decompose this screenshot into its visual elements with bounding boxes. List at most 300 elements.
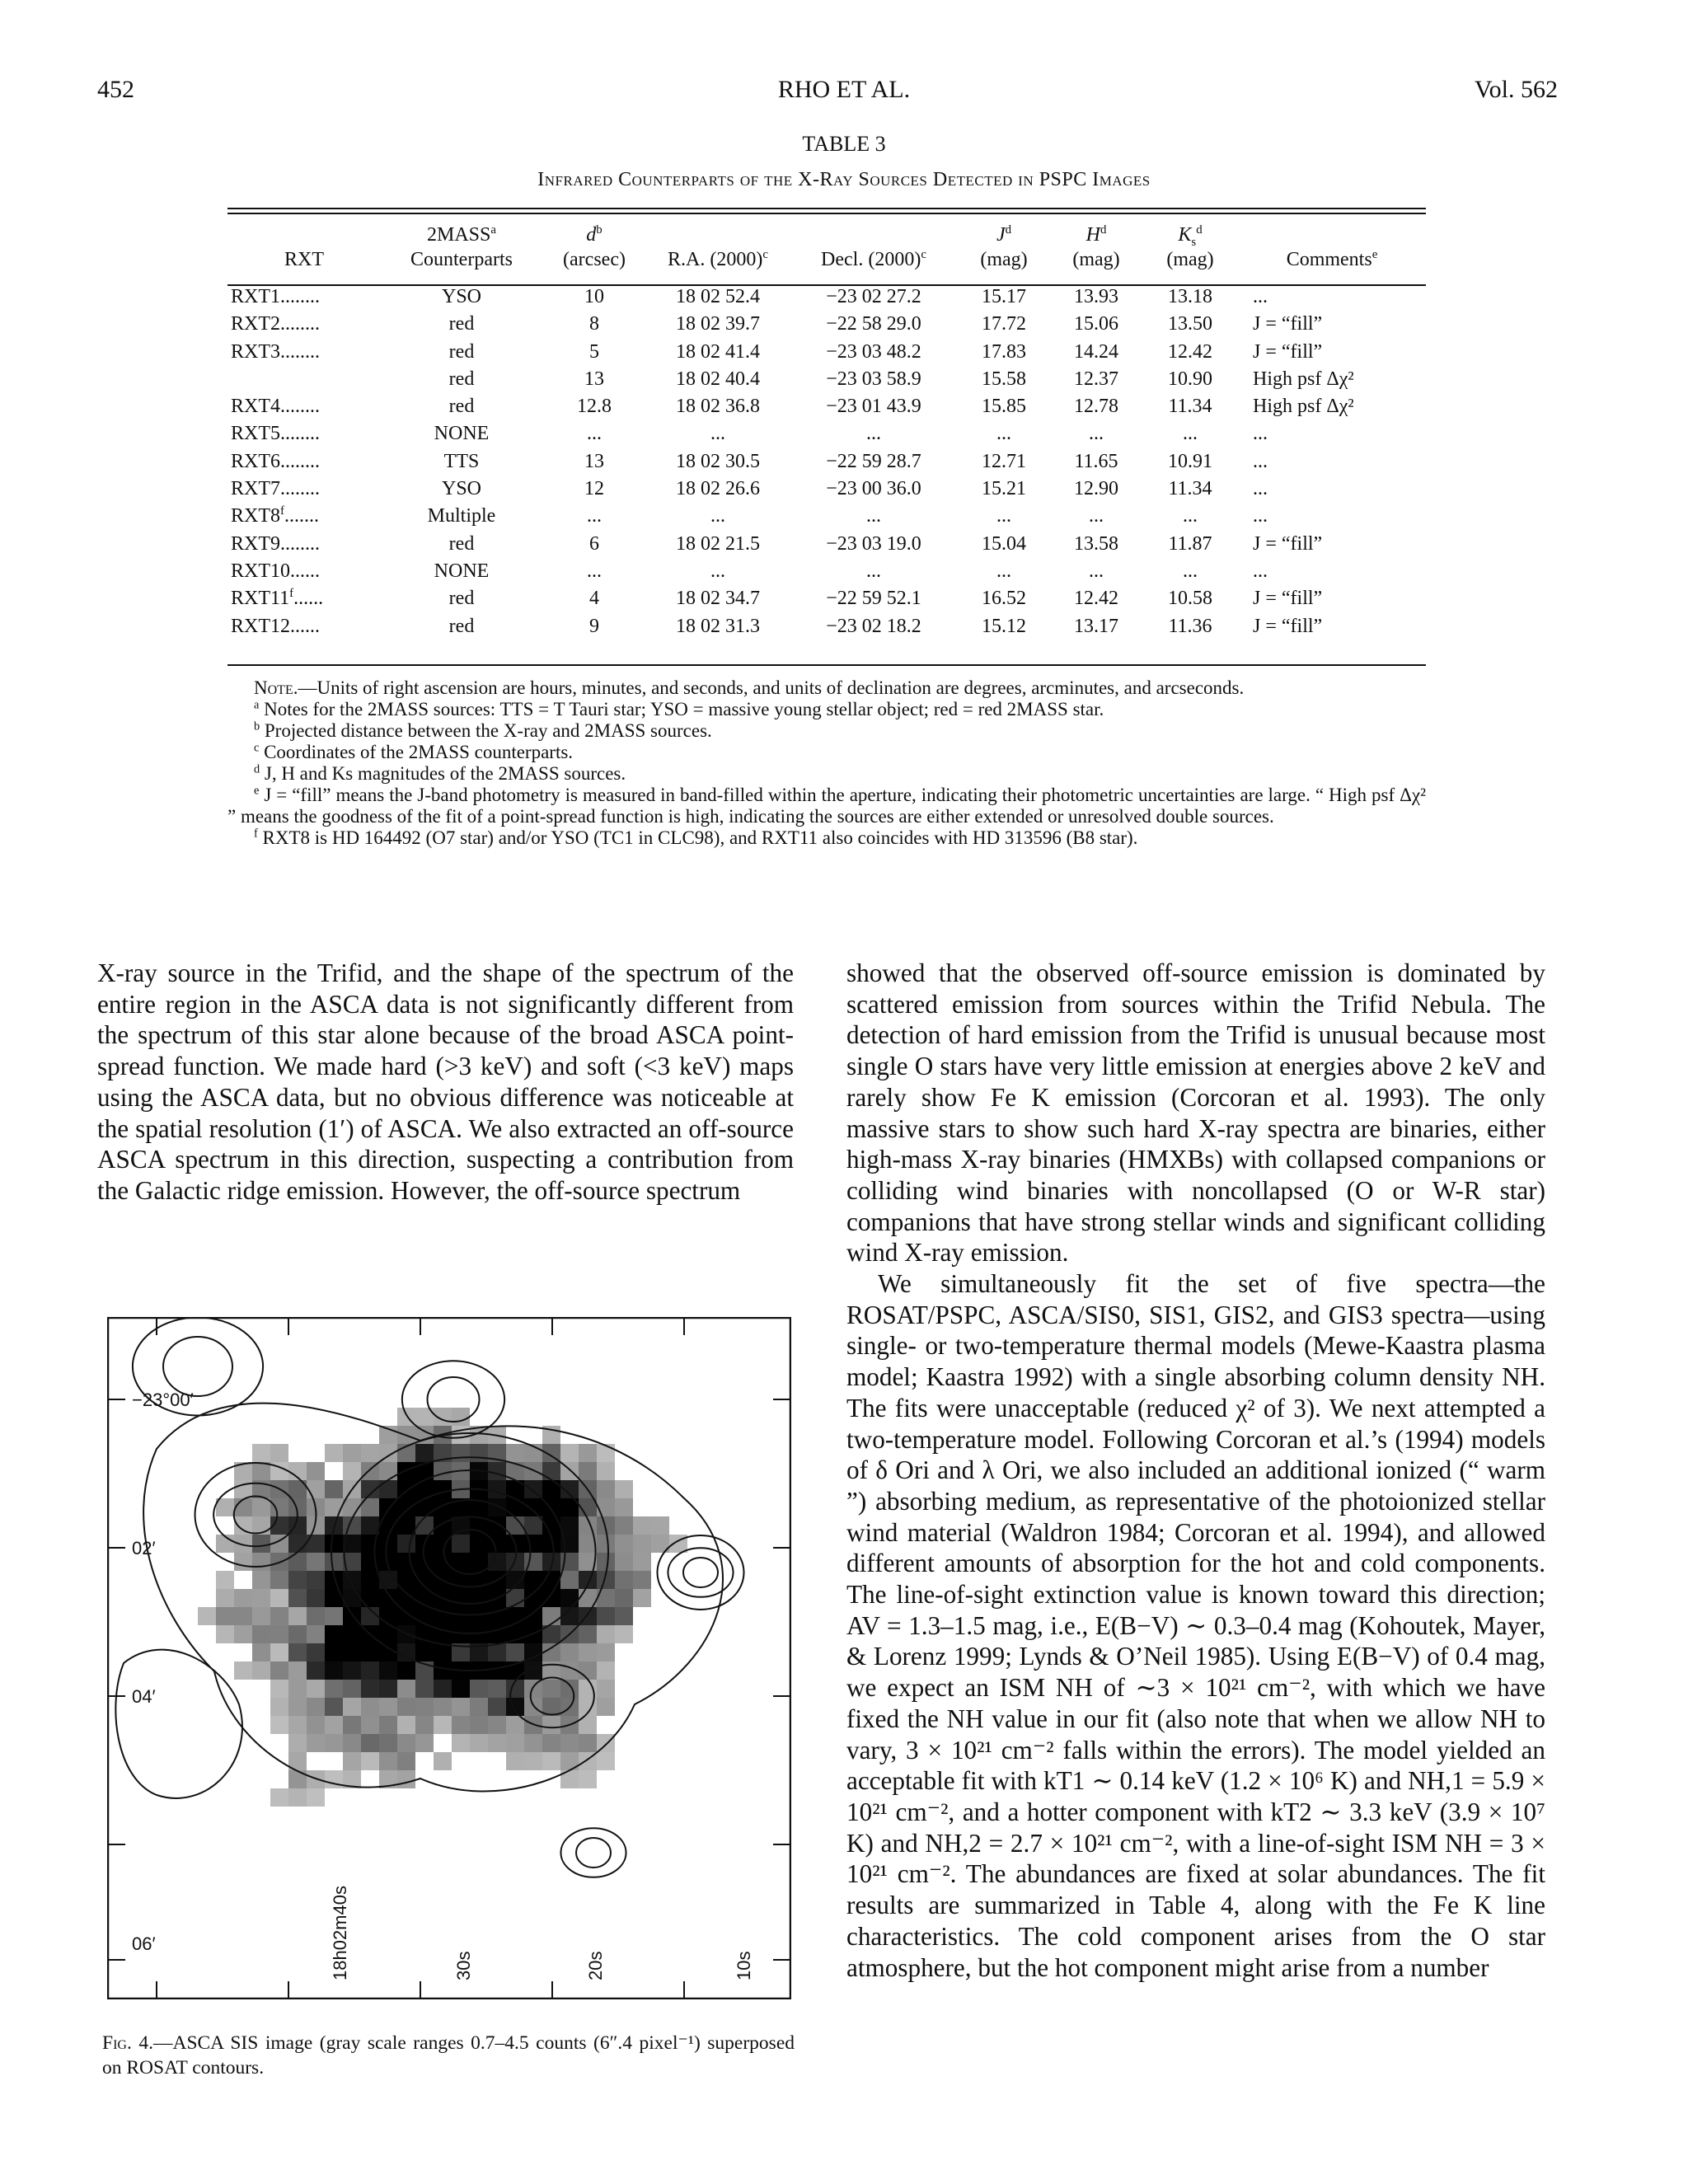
cell-h: 11.65 bbox=[1074, 450, 1118, 472]
image-pixel bbox=[379, 1698, 397, 1716]
image-pixel bbox=[579, 1661, 597, 1680]
image-pixel bbox=[488, 1734, 506, 1752]
image-pixel bbox=[633, 1516, 651, 1535]
cell-comment: ... bbox=[1253, 560, 1268, 582]
cell-d: 13 bbox=[584, 368, 604, 390]
image-pixel bbox=[234, 1661, 252, 1680]
image-pixel bbox=[524, 1535, 542, 1553]
image-pixel bbox=[415, 1698, 434, 1716]
image-pixel bbox=[361, 1752, 379, 1770]
cell-rxt: RXT10...... bbox=[231, 560, 320, 582]
image-pixel bbox=[343, 1734, 361, 1752]
image-pixel bbox=[560, 1643, 579, 1661]
image-pixel bbox=[542, 1607, 560, 1625]
cell-dec: −23 03 48.2 bbox=[826, 340, 921, 363]
cell-rxt: RXT11$^f$...... bbox=[231, 587, 324, 610]
cell-k: 10.58 bbox=[1168, 588, 1212, 610]
image-pixel bbox=[379, 1589, 397, 1607]
cell-counterpart: red bbox=[448, 532, 475, 555]
image-pixel bbox=[307, 1589, 325, 1607]
image-pixel bbox=[234, 1607, 252, 1625]
cell-d: ... bbox=[587, 560, 602, 582]
image-pixel bbox=[397, 1752, 415, 1770]
image-pixel bbox=[488, 1698, 506, 1716]
image-pixel bbox=[361, 1734, 379, 1752]
cell-ra: 18 02 36.8 bbox=[676, 396, 760, 418]
image-pixel bbox=[379, 1752, 397, 1770]
image-pixel bbox=[434, 1680, 452, 1698]
running-title: RHO ET AL. bbox=[777, 76, 911, 103]
image-pixel bbox=[470, 1535, 488, 1553]
image-pixel bbox=[597, 1680, 615, 1698]
image-pixel bbox=[452, 1734, 470, 1752]
image-pixel bbox=[434, 1698, 452, 1716]
image-pixel bbox=[307, 1553, 325, 1571]
cell-comment: J = “fill” bbox=[1253, 532, 1323, 555]
image-pixel bbox=[488, 1516, 506, 1535]
image-pixel bbox=[524, 1752, 542, 1770]
image-pixel bbox=[524, 1498, 542, 1516]
image-pixel bbox=[470, 1444, 488, 1462]
table-subtitle: Infrared Counterparts of the X-Ray Sources Detected in PSPC Images bbox=[537, 169, 1151, 190]
cell-ra: 18 02 52.4 bbox=[676, 286, 760, 307]
cell-rxt: RXT5........ bbox=[231, 423, 320, 445]
image-pixel bbox=[506, 1698, 524, 1716]
image-pixel bbox=[270, 1444, 288, 1462]
table-header-row-2: RXT Counterparts (arcsec) R.A. $(2000)^c$ Decl. $(2000)^c$ (mag) (mag) (mag) Comments$^e$ bbox=[227, 247, 1426, 272]
cell-comment: J = “fill” bbox=[1253, 340, 1323, 363]
image-pixel bbox=[452, 1716, 470, 1734]
image-pixel bbox=[397, 1498, 415, 1516]
image-pixel bbox=[524, 1734, 542, 1752]
image-pixel bbox=[452, 1625, 470, 1643]
image-pixel bbox=[343, 1643, 361, 1661]
image-pixel bbox=[415, 1607, 434, 1625]
image-pixel bbox=[597, 1498, 615, 1516]
cell-rxt: RXT2........ bbox=[231, 313, 320, 335]
image-pixel bbox=[270, 1788, 288, 1807]
image-pixel bbox=[343, 1716, 361, 1734]
right-paragraph-1: showed that the observed off-source emission is dominated by scattered emission from sources within the Trifid Nebula. The detection of hard emission from the Trifid is unusual because most single O stars have very little emission at energies above 2 keV and rarely show Fe K emission (Corcoran et al. 1993). The only massive stars to show such hard X-ray spectra are binaries, either high-mass X-ray binaries (HMXBs) with collapsed companions or colliding wind binaries with noncollapsed (O or W-R star) companions that have strong stellar winds and significant colliding wind X-ray emission. bbox=[846, 958, 1545, 1268]
cell-ra: ... bbox=[710, 423, 725, 445]
image-pixel bbox=[288, 1770, 307, 1788]
image-pixel bbox=[288, 1535, 307, 1553]
cell-rxt: RXT8$^f$....... bbox=[231, 504, 319, 527]
image-pixel bbox=[434, 1661, 452, 1680]
cell-ra: 18 02 34.7 bbox=[676, 588, 760, 610]
table-row bbox=[227, 284, 1426, 311]
image-pixel bbox=[397, 1661, 415, 1680]
cell-j: 15.58 bbox=[982, 368, 1026, 390]
image-pixel bbox=[434, 1752, 452, 1770]
image-pixel bbox=[488, 1535, 506, 1553]
image-pixel bbox=[397, 1516, 415, 1535]
image-pixel bbox=[434, 1535, 452, 1553]
image-pixel bbox=[252, 1625, 270, 1643]
image-pixel bbox=[434, 1643, 452, 1661]
cell-j: 17.83 bbox=[982, 340, 1026, 363]
data-table bbox=[227, 223, 1426, 640]
cell-comment: High psf Δχ² bbox=[1253, 396, 1354, 418]
image-pixel bbox=[270, 1716, 288, 1734]
cell-j: 15.85 bbox=[982, 396, 1026, 418]
col-j: $J^d$ bbox=[996, 223, 1012, 246]
cell-d: ... bbox=[587, 423, 602, 445]
image-pixel bbox=[288, 1643, 307, 1661]
image-pixel bbox=[542, 1680, 560, 1698]
image-pixel bbox=[524, 1516, 542, 1535]
cell-k: 11.87 bbox=[1168, 532, 1212, 555]
cell-ra: 18 02 39.7 bbox=[676, 313, 760, 335]
image-pixel bbox=[651, 1516, 669, 1535]
image-pixel bbox=[252, 1643, 270, 1661]
cell-j: ... bbox=[996, 505, 1011, 527]
cell-k: 13.18 bbox=[1168, 286, 1212, 307]
image-pixel bbox=[597, 1643, 615, 1661]
image-pixel bbox=[325, 1444, 343, 1462]
col-k: $K_s^d$ bbox=[1178, 223, 1203, 249]
image-pixel bbox=[560, 1589, 579, 1607]
table-row bbox=[227, 339, 1426, 366]
cell-dec: −23 02 27.2 bbox=[826, 286, 921, 307]
image-pixel bbox=[307, 1607, 325, 1625]
cell-k: 11.34 bbox=[1168, 396, 1212, 418]
image-pixel bbox=[560, 1444, 579, 1462]
cell-rxt: RXT1........ bbox=[231, 286, 320, 307]
cell-counterpart: red bbox=[448, 396, 475, 418]
table-row bbox=[227, 420, 1426, 448]
image-pixel bbox=[288, 1589, 307, 1607]
cell-dec: −23 01 43.9 bbox=[826, 396, 921, 418]
cell-h: ... bbox=[1089, 423, 1104, 445]
image-pixel bbox=[579, 1734, 597, 1752]
image-pixel bbox=[452, 1408, 470, 1426]
image-pixel bbox=[633, 1571, 651, 1589]
image-pixel bbox=[524, 1643, 542, 1661]
table-top-rule bbox=[227, 208, 1426, 209]
image-pixel bbox=[361, 1680, 379, 1698]
cell-dec: −23 03 58.9 bbox=[826, 368, 921, 390]
image-pixel bbox=[325, 1734, 343, 1752]
image-pixel bbox=[397, 1680, 415, 1698]
cell-dec: −23 00 36.0 bbox=[826, 478, 921, 500]
image-pixel bbox=[597, 1462, 615, 1480]
image-pixel bbox=[560, 1571, 579, 1589]
image-pixel bbox=[488, 1480, 506, 1498]
image-pixel bbox=[307, 1535, 325, 1553]
image-pixel bbox=[325, 1498, 343, 1516]
cell-k: ... bbox=[1183, 505, 1198, 527]
cell-j: 15.04 bbox=[982, 532, 1026, 555]
cell-h: 14.24 bbox=[1074, 340, 1118, 363]
note-general: Note.—Units of right ascension are hours, minutes, and seconds, and units of declination are degrees, arcminutes, and arcseconds. bbox=[254, 677, 1245, 698]
image-pixel bbox=[397, 1734, 415, 1752]
image-pixel bbox=[597, 1553, 615, 1571]
cell-dec: ... bbox=[866, 423, 881, 445]
image-pixel bbox=[415, 1734, 434, 1752]
cell-h: 12.90 bbox=[1074, 478, 1118, 500]
x-axis-label: 30s bbox=[453, 1951, 474, 1980]
asca-sis-image bbox=[107, 1317, 791, 1999]
image-pixel bbox=[307, 1462, 325, 1480]
image-pixel bbox=[270, 1625, 288, 1643]
table-header-row-1 bbox=[227, 223, 1426, 247]
image-pixel bbox=[216, 1607, 234, 1625]
image-pixel bbox=[615, 1553, 633, 1571]
image-pixel bbox=[379, 1716, 397, 1734]
table-row bbox=[227, 503, 1426, 530]
image-pixel bbox=[234, 1553, 252, 1571]
cell-h: ... bbox=[1089, 560, 1104, 582]
image-pixel bbox=[270, 1553, 288, 1571]
col-ra: R.A. $(2000)^c$ bbox=[668, 248, 768, 270]
x-axis-label: 18h02m40s bbox=[330, 1886, 350, 1980]
cell-rxt: RXT7........ bbox=[231, 478, 320, 500]
image-pixel bbox=[379, 1607, 397, 1625]
image-pixel bbox=[361, 1716, 379, 1734]
image-pixel bbox=[415, 1680, 434, 1698]
image-pixel bbox=[397, 1770, 415, 1788]
cell-h: 12.42 bbox=[1074, 588, 1118, 610]
image-pixel bbox=[615, 1625, 633, 1643]
image-pixel bbox=[216, 1498, 234, 1516]
cell-counterpart: red bbox=[448, 313, 475, 335]
cell-counterpart: TTS bbox=[443, 450, 480, 472]
image-pixel bbox=[615, 1516, 633, 1535]
table-notes bbox=[227, 677, 1426, 849]
image-pixel bbox=[270, 1571, 288, 1589]
image-pixel bbox=[579, 1462, 597, 1480]
volume-label: Vol. 562 bbox=[1474, 76, 1558, 103]
cell-counterpart: YSO bbox=[441, 478, 481, 500]
cell-comment: ... bbox=[1253, 505, 1268, 527]
image-pixel bbox=[506, 1734, 524, 1752]
footnote-d: $^d$ J, H and Ks magnitudes of the 2MASS sources. bbox=[254, 762, 626, 784]
image-pixel bbox=[325, 1553, 343, 1571]
image-pixel bbox=[343, 1680, 361, 1698]
image-pixel bbox=[506, 1607, 524, 1625]
image-pixel bbox=[470, 1680, 488, 1698]
image-pixel bbox=[542, 1589, 560, 1607]
image-pixel bbox=[307, 1788, 325, 1807]
image-pixel bbox=[270, 1680, 288, 1698]
image-pixel bbox=[343, 1661, 361, 1680]
image-pixel bbox=[560, 1516, 579, 1535]
table-row bbox=[227, 393, 1426, 420]
right-column bbox=[846, 958, 1545, 1983]
cell-d: 8 bbox=[589, 313, 599, 335]
image-pixel bbox=[325, 1607, 343, 1625]
image-pixel bbox=[361, 1661, 379, 1680]
image-pixel bbox=[506, 1444, 524, 1462]
image-pixel bbox=[307, 1716, 325, 1734]
image-pixel bbox=[198, 1607, 216, 1625]
cell-comment: J = “fill” bbox=[1253, 313, 1323, 335]
image-pixel bbox=[288, 1788, 307, 1807]
image-pixel bbox=[288, 1734, 307, 1752]
image-pixel bbox=[615, 1589, 633, 1607]
image-pixel bbox=[270, 1589, 288, 1607]
table-row bbox=[227, 366, 1426, 393]
image-pixel bbox=[216, 1571, 234, 1589]
image-pixel bbox=[434, 1498, 452, 1516]
image-pixel bbox=[307, 1571, 325, 1589]
image-pixel bbox=[216, 1625, 234, 1643]
image-pixel bbox=[560, 1680, 579, 1698]
cell-k: 12.42 bbox=[1168, 340, 1212, 363]
table-row bbox=[227, 448, 1426, 476]
image-pixel bbox=[325, 1661, 343, 1680]
cell-counterpart: red bbox=[448, 340, 475, 363]
image-pixel bbox=[579, 1770, 597, 1788]
image-pixel bbox=[506, 1752, 524, 1770]
image-pixel bbox=[397, 1716, 415, 1734]
image-pixel bbox=[470, 1734, 488, 1752]
image-pixel bbox=[234, 1498, 252, 1516]
cell-k: 11.36 bbox=[1168, 615, 1212, 637]
image-pixel bbox=[288, 1680, 307, 1698]
cell-dec: ... bbox=[866, 505, 881, 527]
image-pixel bbox=[361, 1698, 379, 1716]
cell-comment: J = “fill” bbox=[1253, 615, 1323, 637]
image-pixel bbox=[270, 1607, 288, 1625]
image-pixel bbox=[615, 1498, 633, 1516]
image-pixel bbox=[470, 1607, 488, 1625]
image-pixel bbox=[325, 1535, 343, 1553]
cell-d: 9 bbox=[589, 615, 599, 637]
image-pixel bbox=[633, 1553, 651, 1571]
image-pixel bbox=[597, 1607, 615, 1625]
image-pixel bbox=[288, 1698, 307, 1716]
table-row bbox=[227, 613, 1426, 640]
cell-counterpart: red bbox=[448, 588, 475, 610]
image-pixel bbox=[524, 1698, 542, 1716]
cell-d: 10 bbox=[584, 286, 604, 307]
cell-k: 13.50 bbox=[1168, 313, 1212, 335]
cell-d: 5 bbox=[589, 340, 599, 363]
left-paragraph: X-ray source in the Trifid, and the shape of the spectrum of the entire region in the ASCA data is not significantly different from the spectrum of this star alone because of the broad ASCA point-spread function. We made hard (>3 keV) and soft (<3 keV) maps using the ASCA data, but no obvious difference was noticeable at the spatial resolution (1′) of ASCA. We also extracted an off-source ASCA spectrum in this direction, suspecting a contribution from the Galactic ridge emission. However, the off-source spectrum bbox=[97, 958, 794, 1205]
image-pixel bbox=[542, 1480, 560, 1498]
footnote-a: $^a$ Notes for the 2MASS sources: TTS = T Tauri star; YSO = massive young stellar object; red = red 2MASS star. bbox=[254, 698, 1104, 719]
col-rxt: RXT bbox=[284, 249, 324, 270]
cell-dec: −23 03 19.0 bbox=[826, 532, 921, 555]
image-pixel bbox=[415, 1643, 434, 1661]
y-axis-label: −23°00′ bbox=[132, 1390, 194, 1410]
image-pixel bbox=[307, 1680, 325, 1698]
table-row bbox=[227, 531, 1426, 558]
image-pixel bbox=[325, 1716, 343, 1734]
page-number: 452 bbox=[97, 76, 134, 103]
image-pixel bbox=[452, 1607, 470, 1625]
image-pixel bbox=[506, 1498, 524, 1516]
image-pixel bbox=[379, 1462, 397, 1480]
cell-counterpart: Multiple bbox=[427, 505, 496, 527]
cell-d: 12.8 bbox=[577, 396, 612, 418]
image-pixel bbox=[361, 1444, 379, 1462]
image-pixel bbox=[488, 1462, 506, 1480]
image-pixel bbox=[397, 1607, 415, 1625]
cell-comment: High psf Δχ² bbox=[1253, 368, 1354, 390]
image-pixel bbox=[524, 1607, 542, 1625]
image-pixel bbox=[434, 1462, 452, 1480]
figure-caption: Fig. 4.—ASCA SIS image (gray scale ranges 0.7–4.5 counts (6″.4 pixel⁻¹) superposed on ROSAT contours. bbox=[102, 2032, 795, 2079]
image-pixel bbox=[270, 1498, 288, 1516]
image-pixel bbox=[615, 1535, 633, 1553]
image-pixel bbox=[597, 1752, 615, 1770]
image-pixel bbox=[452, 1553, 470, 1571]
cell-h: 12.78 bbox=[1074, 396, 1118, 418]
cell-counterpart: NONE bbox=[434, 423, 490, 445]
cell-counterpart: red bbox=[448, 615, 475, 637]
image-pixel bbox=[288, 1716, 307, 1734]
cell-d: 12 bbox=[584, 478, 604, 500]
image-pixel bbox=[252, 1589, 270, 1607]
cell-rxt bbox=[227, 366, 381, 393]
image-pixel bbox=[252, 1571, 270, 1589]
cell-dec: −22 59 28.7 bbox=[826, 450, 921, 472]
cell-j: 15.12 bbox=[982, 615, 1026, 637]
image-pixel bbox=[452, 1698, 470, 1716]
image-pixel bbox=[252, 1661, 270, 1680]
cell-dec: −23 02 18.2 bbox=[826, 615, 921, 637]
cell-rxt: RXT9........ bbox=[231, 532, 320, 555]
image-pixel bbox=[470, 1716, 488, 1734]
cell-ra: 18 02 21.5 bbox=[676, 532, 760, 555]
image-pixel bbox=[524, 1680, 542, 1698]
cell-k: ... bbox=[1183, 423, 1198, 445]
image-pixel bbox=[361, 1643, 379, 1661]
image-pixel bbox=[307, 1698, 325, 1716]
image-pixel bbox=[415, 1716, 434, 1734]
cell-ra: 18 02 41.4 bbox=[676, 340, 760, 363]
image-pixel bbox=[452, 1535, 470, 1553]
cell-comment: ... bbox=[1253, 478, 1268, 500]
col-h: $H^d$ bbox=[1085, 223, 1107, 246]
cell-j: ... bbox=[996, 560, 1011, 582]
image-pixel bbox=[397, 1535, 415, 1553]
cell-ra: 18 02 30.5 bbox=[676, 450, 760, 472]
cell-j: 12.71 bbox=[982, 450, 1026, 472]
table-row bbox=[227, 311, 1426, 338]
cell-h: 13.17 bbox=[1074, 615, 1118, 637]
col-d: $d^b$ bbox=[586, 223, 603, 246]
col-dec: Decl. $(2000)^c$ bbox=[821, 248, 926, 270]
image-pixel bbox=[252, 1498, 270, 1516]
image-pixel bbox=[307, 1643, 325, 1661]
image-pixel bbox=[343, 1698, 361, 1716]
image-pixel bbox=[397, 1698, 415, 1716]
image-pixel bbox=[488, 1498, 506, 1516]
image-pixel bbox=[288, 1661, 307, 1680]
cell-counterpart: NONE bbox=[434, 560, 490, 582]
image-pixel bbox=[470, 1625, 488, 1643]
x-axis-label: 20s bbox=[585, 1951, 606, 1980]
image-pixel bbox=[270, 1643, 288, 1661]
cell-j: ... bbox=[996, 423, 1011, 445]
table-row bbox=[227, 558, 1426, 585]
image-pixel bbox=[252, 1535, 270, 1553]
image-pixel bbox=[597, 1444, 615, 1462]
image-pixel bbox=[452, 1680, 470, 1698]
image-pixel bbox=[325, 1698, 343, 1716]
cell-ra: 18 02 31.3 bbox=[676, 615, 760, 637]
cell-j: 15.17 bbox=[982, 286, 1026, 307]
image-pixel bbox=[452, 1444, 470, 1462]
cell-ra: ... bbox=[710, 560, 725, 582]
cell-h: 13.93 bbox=[1074, 286, 1118, 307]
image-pixel bbox=[470, 1553, 488, 1571]
cell-dec: ... bbox=[866, 560, 881, 582]
